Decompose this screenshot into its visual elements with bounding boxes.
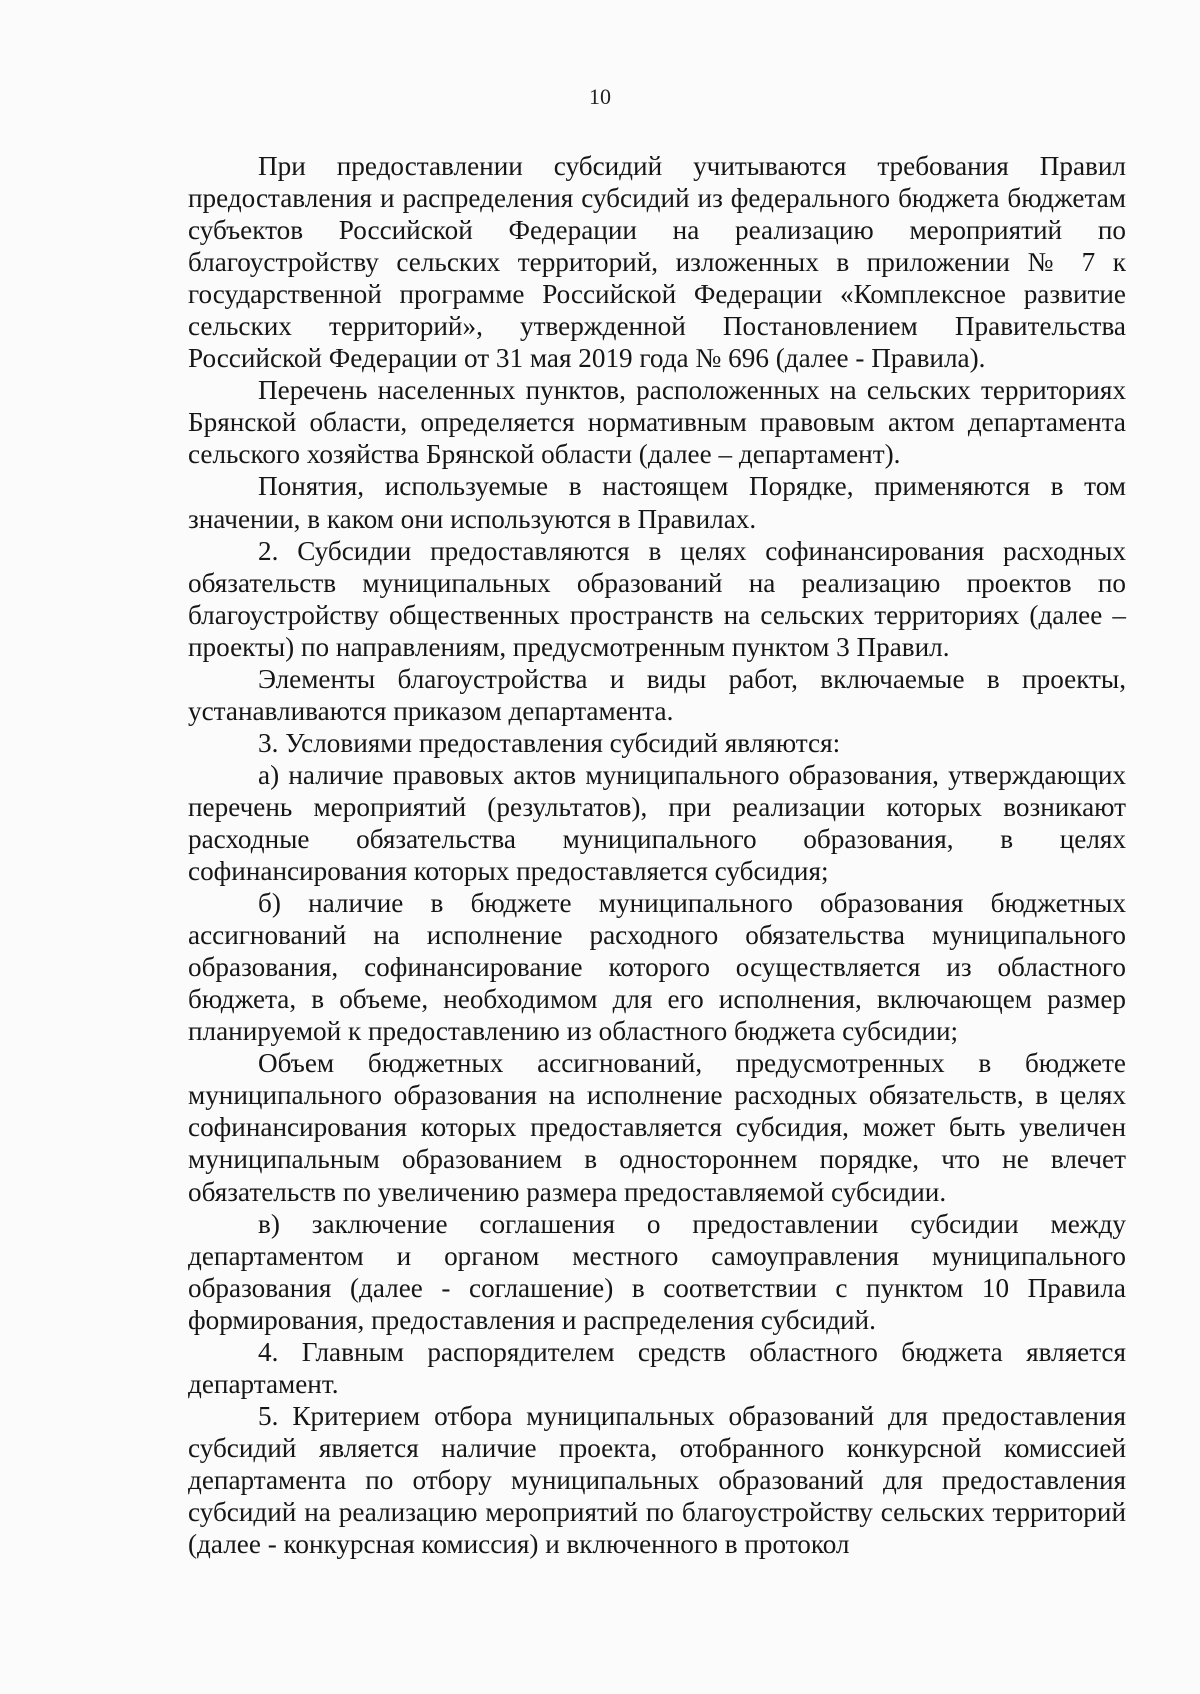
document-body xyxy=(188,150,1126,1560)
paragraph: в) заключение соглашения о предоставлении субсидии между департаментом и органом местного самоуправления муниципального образования (далее - соглашение) в соответствии с пунктом 10 Правила формирования, предоставления и распределения субсидий. xyxy=(188,1208,1126,1335)
paragraph: Объем бюджетных ассигнований, предусмотренных в бюджете муниципального образования на исполнение расходных обязательств, в целях софинансирования которых предоставляется субсидия, может быть увеличен муниципальным образованием в одностороннем порядке, что не влечет обязательств по увеличению размера предоставляемой субсидии. xyxy=(188,1048,1126,1207)
paragraph: Понятия, используемые в настоящем Порядке, применяются в том значении, в каком они используются в Правилах. xyxy=(188,471,1126,534)
paragraph: а) наличие правовых актов муниципального образования, утверждающих перечень мероприятий (результатов), при реализации которых возникают расходные обязательства муниципального образования, в целях софинансирования которых предоставляется субсидия; xyxy=(188,759,1126,887)
paragraph: 2. Субсидии предоставляются в целях софинансирования расходных обязательств муниципальных образований на реализацию проектов по благоустройству общественных пространств на сельских территориях (далее – проекты) по направлениям, предусмотренным пунктом 3 Правил. xyxy=(188,535,1126,662)
paragraph: б) наличие в бюджете муниципального образования бюджетных ассигнований на исполнение расходного обязательства муниципального образования, софинансирование которого осуществляется из областного бюджета, в объеме, необходимом для его исполнения, включающем размер планируемой к предоставлению из областного бюджета субсидии; xyxy=(188,888,1126,1047)
paragraph: Перечень населенных пунктов, расположенных на сельских территориях Брянской области, определяется нормативным правовым актом департамента сельского хозяйства Брянской области (далее – департамент). xyxy=(188,375,1126,470)
paragraph: 5. Критерием отбора муниципальных образований для предоставления субсидий является наличие проекта, отобранного конкурсной комиссией департамента по отбору муниципальных образований для предоставления субсидий на реализацию мероприятий по благоустройству сельских территорий (далее - конкурсная комиссия) и включенного в протокол xyxy=(188,1400,1126,1560)
paragraph: При предоставлении субсидий учитываются требования Правил предоставления и распределения субсидий из федерального бюджета бюджетам субъектов Российской Федерации на реализацию мероприятий по благоустройству сельских территорий, изложенных в приложении № 7 к государственной программе Российской Федерации «Комплексное развитие сельских территорий», утвержденной Постановлением Правительства Российской Федерации от 31 мая 2019 года № 696 (далее - Правила). xyxy=(188,151,1126,374)
paragraph: 3. Условиями предоставления субсидий являются: xyxy=(258,727,841,758)
paragraph: 4. Главным распорядителем средств областного бюджета является департамент. xyxy=(188,1336,1126,1399)
paragraph: Элементы благоустройства и виды работ, включаемые в проекты, устанавливаются приказом департамента. xyxy=(188,663,1126,726)
page-number: 10 xyxy=(589,84,611,109)
